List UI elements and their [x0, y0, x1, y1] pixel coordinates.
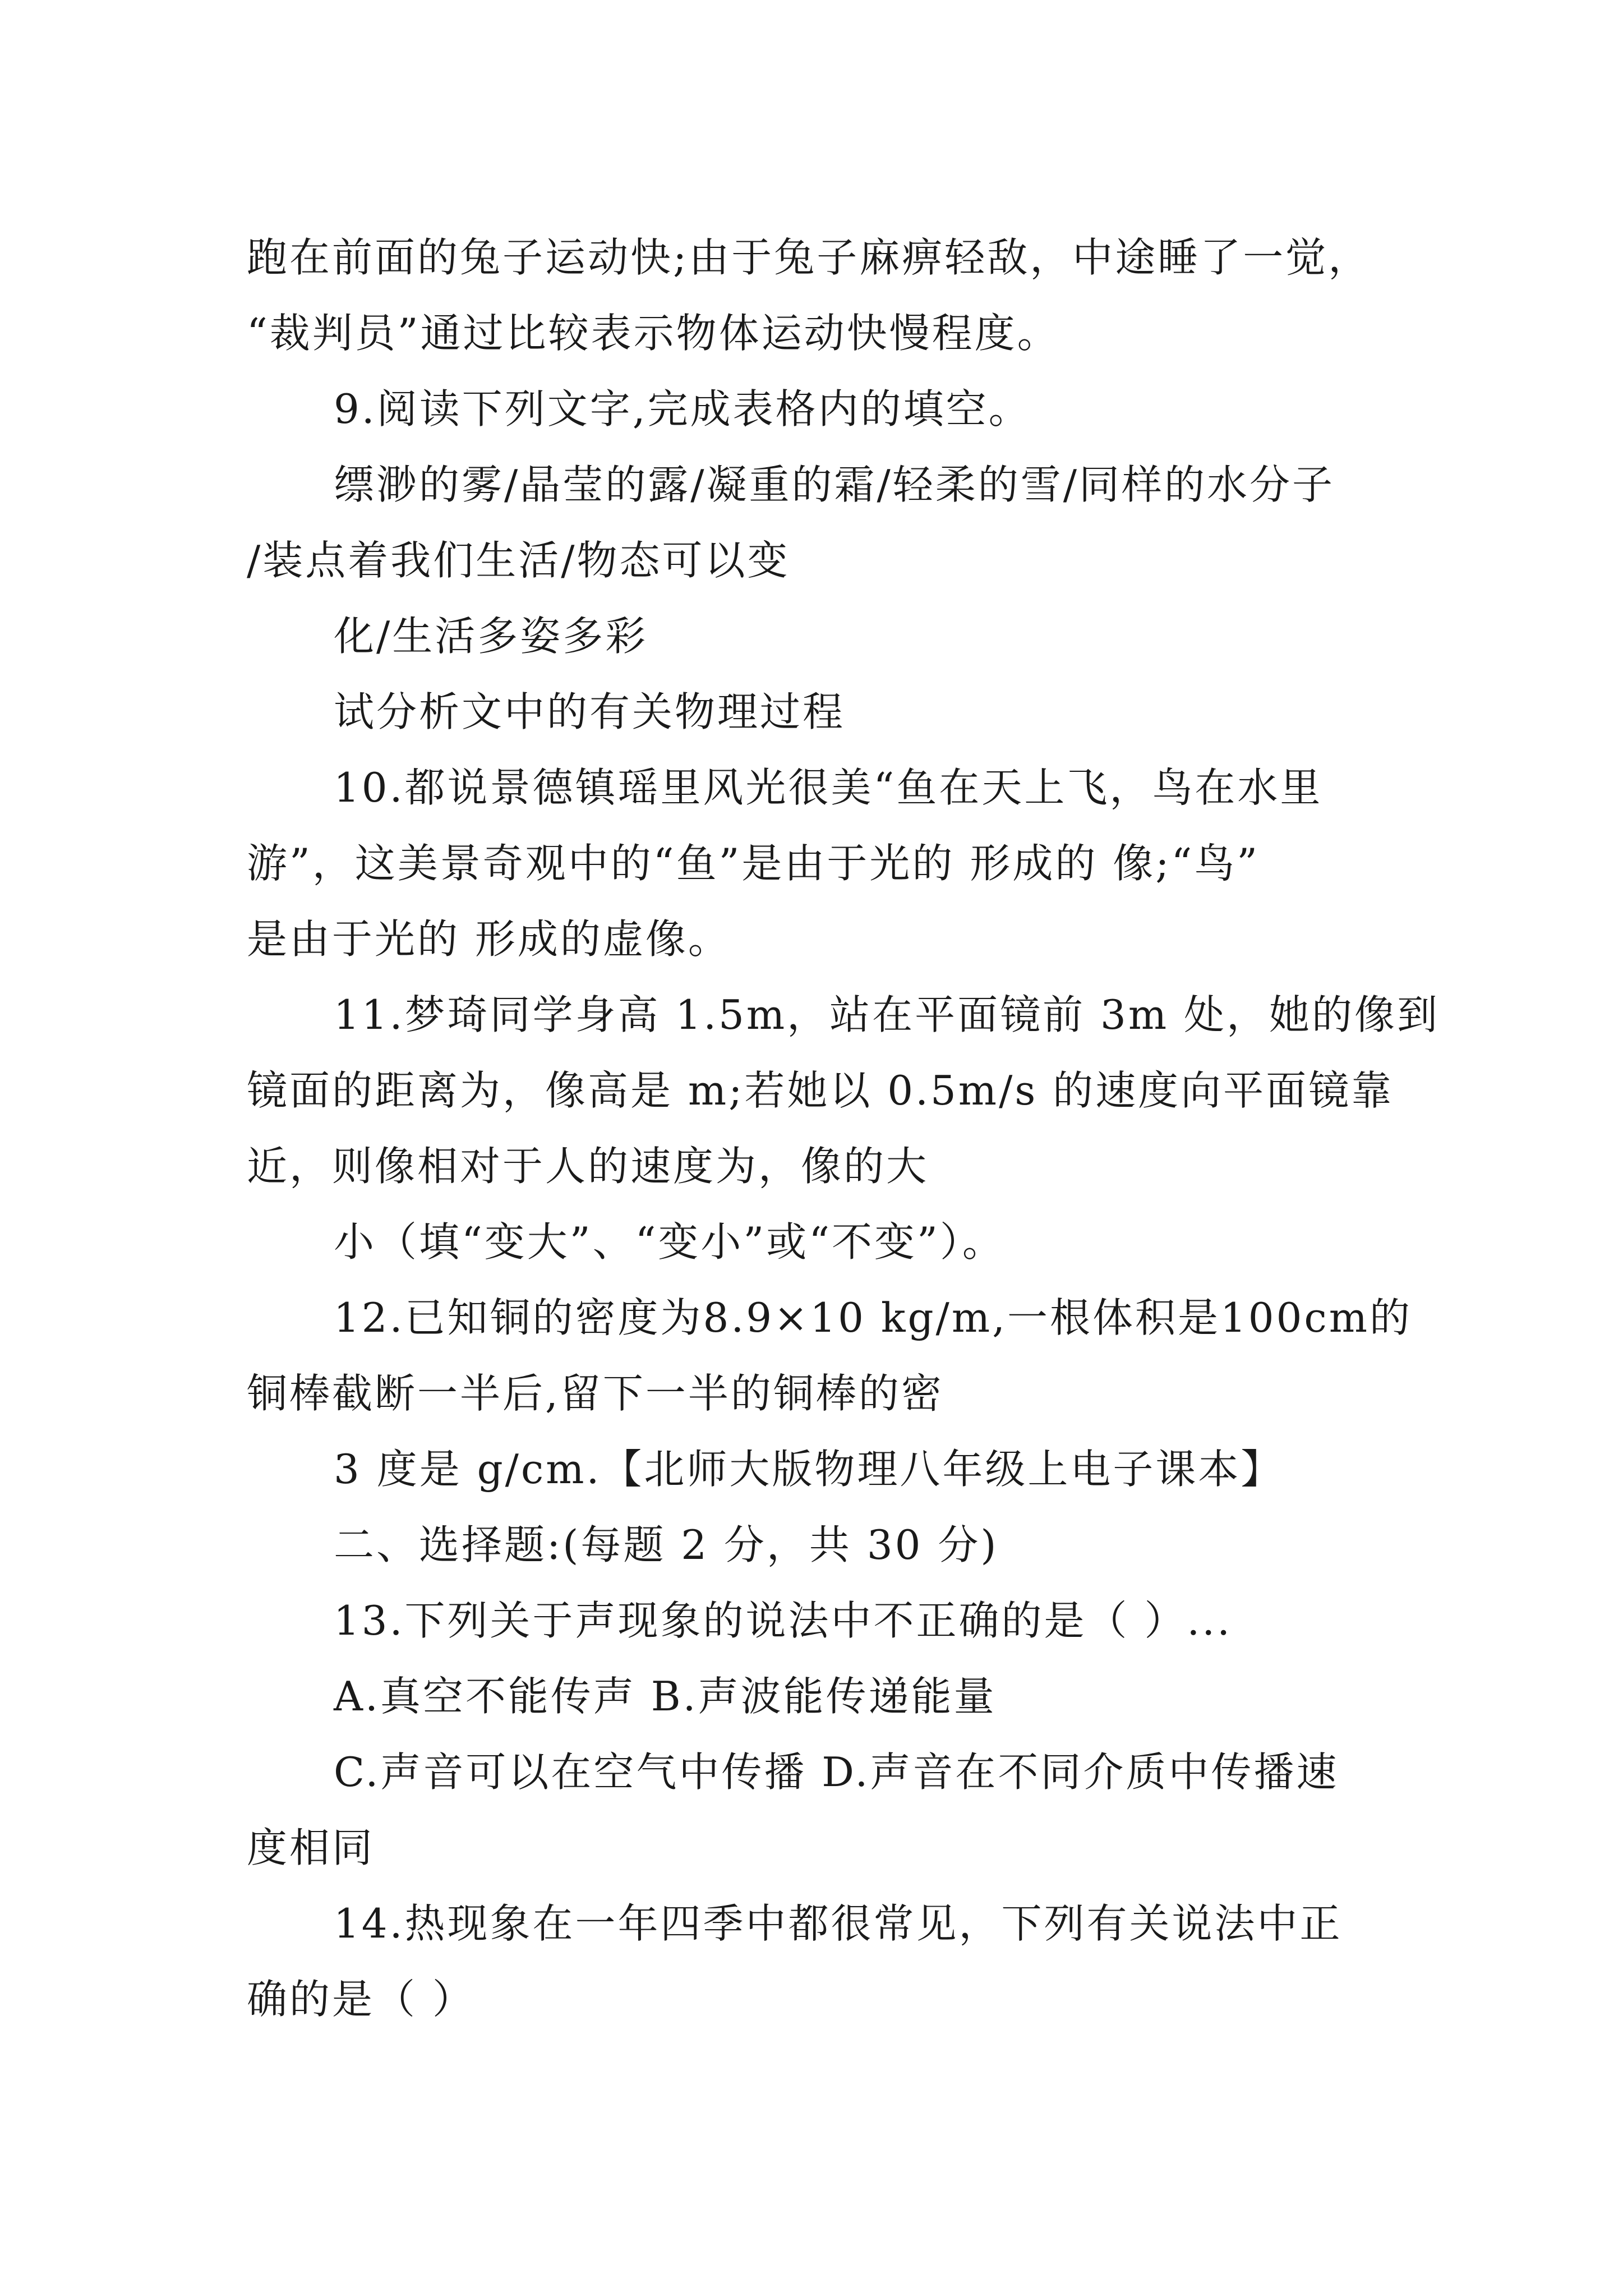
- question-9: 9.阅读下列文字,完成表格内的填空。: [334, 385, 1031, 432]
- text-line: 试分析文中的有关物理过程: [334, 688, 846, 735]
- text-line: /装点着我们生活/物态可以变: [247, 537, 790, 584]
- text-line: “裁判员”通过比较表示物体运动快慢程度。: [247, 310, 1060, 357]
- text-line: 度相同: [247, 1824, 375, 1871]
- text-line: 化/生活多姿多彩: [334, 613, 648, 660]
- question-12: 12.已知铜的密度为8.9×10 kg/m,一根体积是100cm的: [334, 1294, 1413, 1341]
- question-14: 14.热现象在一年四季中都很常见，下列有关说法中正: [334, 1900, 1343, 1947]
- answer-options: A.真空不能传声 B.声波能传递能量: [334, 1673, 997, 1720]
- text-line: 铜棒截断一半后,留下一半的铜棒的密: [247, 1370, 944, 1417]
- question-10: 10.都说景德镇瑶里风光很美“鱼在天上飞，鸟在水里: [334, 764, 1323, 811]
- document-body: [247, 220, 1440, 2037]
- text-line: 近，则像相对于人的速度为，像的大: [247, 1143, 929, 1190]
- text-line: 游”，这美景奇观中的“鱼”是由于光的 形成的 像;“鸟”: [247, 840, 1260, 887]
- section-heading: 二、选择题:(每题 2 分，共 30 分): [334, 1521, 999, 1568]
- text-line: 跑在前面的兔子运动快;由于兔子麻痹轻敌，中途睡了一觉，: [247, 234, 1371, 281]
- question-11: 11.梦琦同学身高 1.5m，站在平面镜前 3m 处，她的像到: [334, 991, 1440, 1038]
- text-line: 缥渺的雾/晶莹的露/凝重的霜/轻柔的雪/同样的水分子: [334, 461, 1335, 508]
- answer-options: C.声音可以在空气中传播 D.声音在不同介质中传播速: [334, 1749, 1339, 1796]
- question-13: 13.下列关于声现象的说法中不正确的是（ ）...: [334, 1597, 1233, 1644]
- text-line: 3 度是 g/cm.【北师大版物理八年级上电子课本】: [334, 1446, 1284, 1493]
- text-line: 确的是（ ）: [247, 1976, 475, 2023]
- text-line: 是由于光的 形成的虚像。: [247, 915, 731, 963]
- text-line: 镜面的距离为，像高是 m;若她以 0.5m/s 的速度向平面镜靠: [247, 1067, 1394, 1114]
- text-line: 小（填“变大”、“变小”或“不变”）。: [334, 1218, 1005, 1266]
